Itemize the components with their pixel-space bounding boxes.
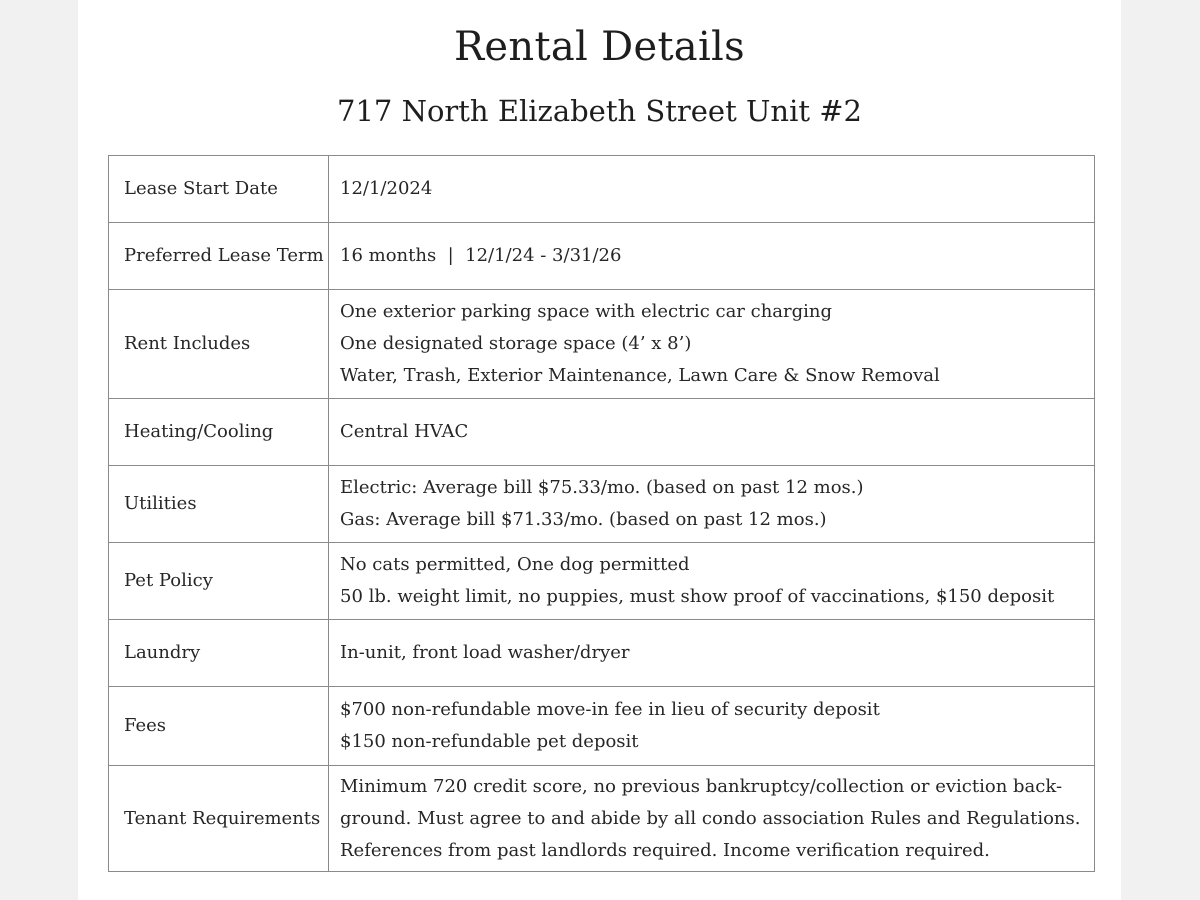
row-value: [329, 620, 1095, 687]
row-value-line: Central HVAC: [340, 421, 469, 442]
row-value-line: Water, Trash, Exterior Maintenance, Lawn Care & Snow Removal: [340, 365, 940, 386]
row-label: Lease Start Date: [109, 156, 329, 223]
table-row-laundry: [109, 620, 1095, 687]
table-row-pet-policy: [109, 543, 1095, 620]
table-row-preferred-lease-term: [109, 223, 1095, 290]
page-subtitle: 717 North Elizabeth Street Unit #2: [337, 94, 862, 128]
row-value-line: One exterior parking space with electric car charging: [340, 301, 833, 322]
row-value-line: References from past landlords required. Income verification required.: [340, 839, 990, 861]
row-value-line: No cats permitted, One dog permitted: [340, 554, 690, 575]
row-value: [329, 156, 1095, 223]
row-value-line: 16 months | 12/1/24 - 3/31/26: [340, 245, 622, 266]
row-label: Rent Includes: [109, 290, 329, 399]
table-row-rent-includes: [109, 290, 1095, 399]
row-value-line: Minimum 720 credit score, no previous bankruptcy/collection or eviction back-: [340, 775, 1063, 797]
row-label: Utilities: [109, 466, 329, 543]
row-value: [329, 223, 1095, 290]
row-value-line: 50 lb. weight limit, no puppies, must show proof of vaccinations, $150 deposit: [340, 586, 1055, 607]
document-page: [78, 0, 1121, 900]
page-title: Rental Details: [454, 24, 745, 70]
row-value: [329, 543, 1095, 620]
row-value-line: 12/1/2024: [340, 178, 433, 199]
rental-details-table: [108, 155, 1095, 872]
row-value-line: $700 non-refundable move-in fee in lieu of security deposit: [340, 699, 880, 720]
row-value-line: $150 non-refundable pet deposit: [340, 731, 639, 752]
table-row-tenant-requirements: [109, 766, 1095, 872]
row-label: Fees: [109, 687, 329, 766]
table-row-heating-cooling: [109, 399, 1095, 466]
row-label: Preferred Lease Term: [109, 223, 329, 290]
row-value: [329, 466, 1095, 543]
row-value-line: ground. Must agree to and abide by all condo association Rules and Regulations.: [340, 807, 1081, 829]
row-label: Tenant Requirements: [109, 766, 329, 872]
row-value: [329, 399, 1095, 466]
row-value: [329, 687, 1095, 766]
row-value: [329, 766, 1095, 872]
row-value-line: Gas: Average bill $71.33/mo. (based on past 12 mos.): [340, 509, 827, 530]
table-row-lease-start-date: [109, 156, 1095, 223]
row-value-line: In-unit, front load washer/dryer: [340, 642, 630, 663]
row-value: [329, 290, 1095, 399]
table-row-utilities: [109, 466, 1095, 543]
row-label: Laundry: [109, 620, 329, 687]
row-label: Heating/Cooling: [109, 399, 329, 466]
row-value-line: One designated storage space (4’ x 8’): [340, 333, 692, 354]
row-label: Pet Policy: [109, 543, 329, 620]
table-row-fees: [109, 687, 1095, 766]
row-value-line: Electric: Average bill $75.33/mo. (based on past 12 mos.): [340, 477, 864, 498]
